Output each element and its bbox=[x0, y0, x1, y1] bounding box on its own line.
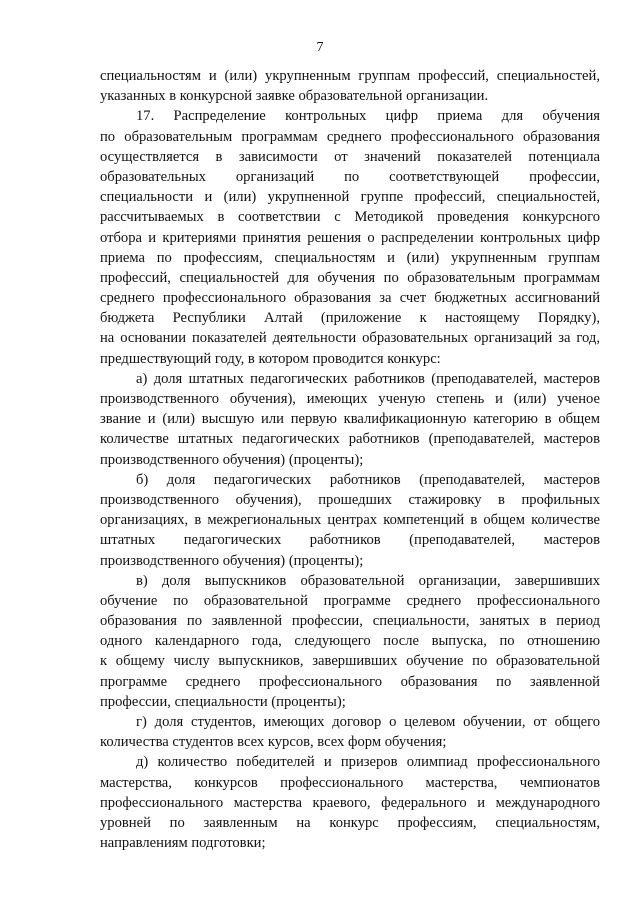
document-body bbox=[100, 66, 600, 853]
text-line: количестве штатных педагогических работников (преподавателей, мастеров bbox=[100, 431, 600, 448]
text-line: образовательных организаций по соответствующей профессии, bbox=[100, 168, 600, 185]
text-line: профессии, специальности (проценты); bbox=[100, 693, 346, 710]
text-line: г) доля студентов, имеющих договор о целевом обучении, от общего bbox=[136, 714, 600, 730]
text-line: по образовательным программам среднего профессионального образования bbox=[100, 128, 600, 145]
text-line: специальностям и (или) укрупненным группам профессий, специальностей, bbox=[100, 68, 600, 84]
text-line: производственного обучения) (проценты); bbox=[100, 451, 364, 468]
text-line: уровней по заявленным на конкурс профессиям, специальностям, bbox=[100, 814, 600, 831]
text-line: профессий, специальностей для обучения по образовательным программам bbox=[100, 269, 600, 286]
text-line: организациях, в межрегиональных центрах компетенций в общем количестве bbox=[100, 512, 600, 529]
text-line: производственного обучения), имеющих ученую степень и (или) ученое bbox=[100, 391, 600, 407]
text-line: а) доля штатных педагогических работников (преподавателей, мастеров bbox=[136, 370, 600, 387]
text-line: в) доля выпускников образовательной организации, завершивших bbox=[136, 572, 600, 589]
text-line: мастерства, конкурсов профессионального мастерства, чемпионатов bbox=[100, 774, 600, 791]
text-line: бюджета Республики Алтай (приложение к настоящему Порядку), bbox=[100, 310, 600, 327]
page-number: 7 bbox=[316, 40, 324, 55]
text-line: направлениям подготовки; bbox=[100, 835, 266, 852]
text-line: среднего профессионального образования за счет бюджетных ассигнований bbox=[100, 290, 600, 307]
text-line: одного календарного года, следующего после выпуска, по отношению bbox=[100, 633, 600, 650]
text-line: производственного обучения), прошедших стажировку в профильных bbox=[100, 491, 600, 508]
text-line: предшествующий году, в котором проводится конкурс: bbox=[100, 350, 441, 367]
text-line: 17. Распределение контрольных цифр приема для обучения bbox=[136, 108, 600, 125]
text-line: д) количество победителей и призеров олимпиад профессионального bbox=[136, 754, 600, 771]
text-line: звание и (или) высшую или первую квалификационную категорию в общем bbox=[100, 411, 600, 428]
text-line: рассчитываемых в соответствии с Методикой проведения конкурсного bbox=[100, 209, 600, 226]
text-line: профессионального мастерства краевого, федерального и международного bbox=[100, 794, 600, 811]
text-line: специальности и (или) укрупненной группе профессий, специальностей, bbox=[100, 189, 600, 206]
text-line: осуществляется в зависимости от значений показателей потенциала bbox=[100, 148, 600, 165]
text-line: на основании показателей деятельности образовательных организаций за год, bbox=[100, 330, 600, 347]
text-line: обучение по образовательной программе среднего профессионального bbox=[100, 592, 600, 609]
text-line: отбора и критериями принятия решения о распределении контрольных цифр bbox=[100, 229, 600, 246]
text-line: приема по профессиям, специальностям и (или) укрупненным группам bbox=[100, 249, 600, 266]
text-line: указанных в конкурсной заявке образовательной организации. bbox=[100, 88, 489, 105]
text-line: производственного обучения) (проценты); bbox=[100, 552, 364, 569]
text-line: к общему числу выпускников, завершивших обучение по образовательной bbox=[100, 653, 600, 670]
text-line: образования по заявленной профессии, специальности, занятых в период bbox=[100, 613, 600, 630]
text-line: б) доля педагогических работников (преподавателей, мастеров bbox=[136, 471, 600, 488]
text-line: программе среднего профессионального образования по заявленной bbox=[100, 673, 600, 690]
text-line: штатных педагогических работников (преподавателей, мастеров bbox=[100, 532, 600, 549]
text-line: количества студентов всех курсов, всех форм обучения; bbox=[100, 734, 447, 751]
